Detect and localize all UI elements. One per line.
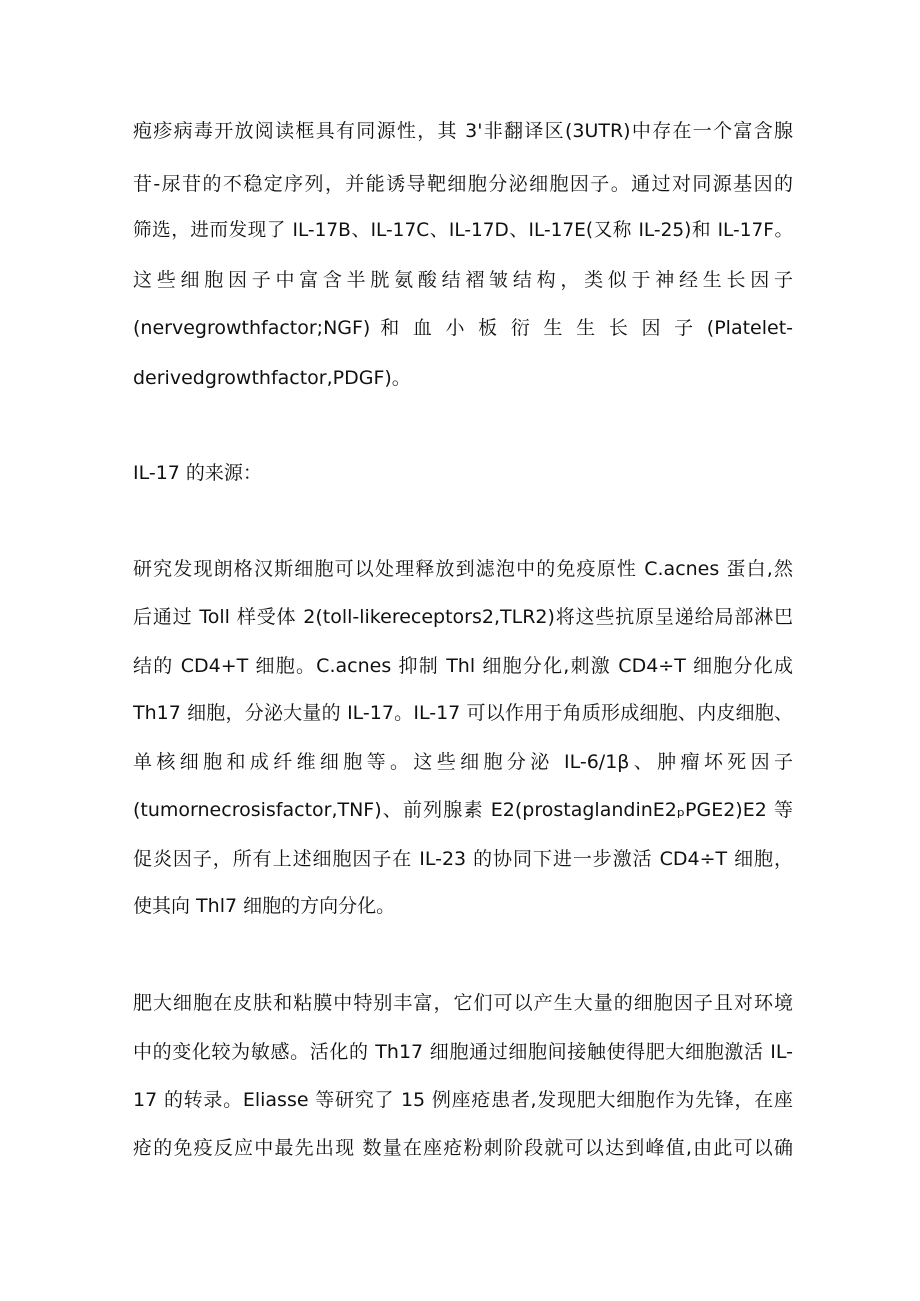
paragraph-2-line-5: 单核细胞和成纤维细胞等。这些细胞分泌 IL-6/1β、肿瘤坏死因子 [133,751,793,773]
paragraph-3-line-2: 中的变化较为敏感。活化的 Th17 细胞通过细胞间接触使得肥大细胞激活 IL- [133,1041,793,1063]
paragraph-1-line-3: 筛选，进而发现了 IL-17B、IL-17C、IL-17D、IL-17E(又称 IL-25)和 IL-17F。 [133,220,793,241]
paragraph-3-line-4: 疮的免疫反应中最先出现 数量在座疮粉刺阶段就可以达到峰值,由此可以确 [133,1137,793,1159]
paragraph-3-line-3: 17 的转录。Eliasse 等研究了 15 例座疮患者,发现肥大细胞作为先锋，在座 [133,1089,793,1111]
paragraph-2-line-8: 使其向 Thl7 细胞的方向分化。 [133,895,396,917]
paragraph-2-line-2: 后通过 Toll 样受体 2(toll-likereceptors2,TLR2)将这些抗原呈递给局部淋巴 [133,606,793,628]
paragraph-3-line-1: 肥大细胞在皮肤和粘膜中特别丰富，它们可以产生大量的细胞因子且对环境 [133,992,793,1014]
paragraph-1-line-4: 这些细胞因子中富含半胱氨酸结褶皱结构，类似于神经生长因子 [133,269,793,291]
paragraph-2-line-3: 结的 CD4+T 细胞。C.acnes 抑制 Thl 细胞分化,刺激 CD4÷T 细胞分化成 [133,655,793,677]
paragraph-1-line-6: derivedgrowthfactor,PDGF)。 [133,367,411,389]
paragraph-2-line-1: 研究发现朗格汉斯细胞可以处理释放到滤泡中的免疫原性 C.acnes 蛋白,然 [133,558,793,580]
section-heading-il17-source: IL-17 的来源： [133,462,262,484]
paragraph-2-line-7: 促炎因子，所有上述细胞因子在 IL-23 的协同下进一步激活 CD4÷T 细胞， [133,848,793,870]
paragraph-2-line-6: (tumornecrosisfactor,TNF)、前列腺素 E2(prostaglandinE2ₚPGE2)E2 等 [133,799,793,821]
paragraph-1-line-5: (nervegrowthfactor;NGF) 和 血 小 板 衍 生 生 长 因 子 (Platelet- [133,317,793,339]
paragraph-2-line-4: Th17 细胞，分泌大量的 IL-17。IL-17 可以作用于角质形成细胞、内皮细胞、 [133,702,793,724]
paragraph-1-line-2: 苷-尿苷的不稳定序列，并能诱导靶细胞分泌细胞因子。通过对同源基因的 [133,173,793,195]
paragraph-1-line-1: 疱疹病毒开放阅读框具有同源性，其 3'非翻译区(3UTR)中存在一个富含腺 [133,120,793,142]
